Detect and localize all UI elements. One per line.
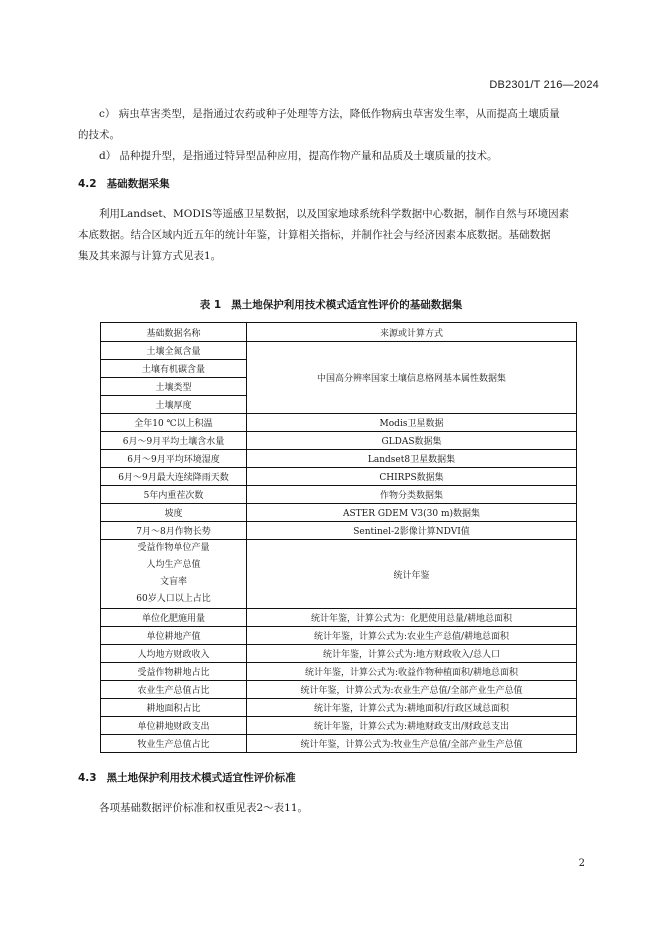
data-name-cell: 6月～9月平均土壤含水量 [101,432,247,450]
data-name-cell: 人均地方财政收入 [101,645,247,663]
document-code: DB2301/T 216—2024 [489,79,599,91]
data-name-cell: 耕地面积占比 [101,699,247,717]
source-cell: Landset8卫星数据集 [247,450,577,468]
source-cell: Modis卫星数据 [247,414,577,432]
source-cell: GLDAS数据集 [247,432,577,450]
source-cell: ASTER GDEM V3(30 m)数据集 [247,504,577,522]
table-header-row [101,323,577,342]
table-row [101,699,577,717]
header-data-name: 基础数据名称 [101,323,247,342]
section-title: 基础数据采集 [106,178,170,190]
data-name-item: 文盲率 [159,577,187,587]
table-row [101,414,577,432]
paragraph-eval-standard [78,798,598,819]
data-name-cell: 坡度 [101,504,247,522]
data-name-cell: 受益作物耕地占比 [101,663,247,681]
source-cell: 作物分类数据集 [247,486,577,504]
section-heading-4-3 [78,770,296,785]
data-name-item: 60岁人口以上占比 [136,594,211,604]
source-cell: 统计年鉴，计算公式为：化肥使用总量/耕地总面积 [247,609,577,627]
table-row [101,540,577,609]
paragraph-item-c [78,104,598,125]
data-name-cell: 土壤类型 [101,378,247,396]
data-name-cell: 土壤全氮含量 [101,342,247,360]
paragraph-item-d [78,146,598,167]
paragraph-basic-data-1 [78,204,598,225]
source-cell: 统计年鉴，计算公式为:地方财政收入/总人口 [247,645,577,663]
data-name-cell: 单位化肥施用量 [101,609,247,627]
table-row [101,450,577,468]
table-row [101,522,577,540]
table-row [101,717,577,735]
source-cell: 统计年鉴，计算公式为:耕地面积/行政区域总面积 [247,699,577,717]
basic-dataset-table [100,322,577,753]
table-title: 黑土地保护利用技术模式适宜性评价的基础数据集 [231,299,463,311]
data-name-cell-group [101,540,247,609]
data-name-item: 人均生产总值 [146,560,201,570]
data-name-cell: 6月～9月平均环境湿度 [101,450,247,468]
source-cell: 统计年鉴，计算公式为:农业生产总值/耕地总面积 [247,627,577,645]
section-heading-4-2 [78,176,170,191]
table-row [101,468,577,486]
table-row [101,486,577,504]
data-name-item: 受益作物单位产量 [137,543,210,553]
source-cell: 中国高分辨率国家土壤信息格网基本属性数据集 [247,342,577,414]
table-row [101,663,577,681]
table-row [101,342,577,360]
source-cell: 统计年鉴，计算公式为:耕地财政支出/财政总支出 [247,717,577,735]
table-row [101,645,577,663]
table-row [101,627,577,645]
data-name-cell: 单位耕地财政支出 [101,717,247,735]
table-row [101,609,577,627]
source-cell: 统计年鉴，计算公式为:牧业生产总值/全部产业生产总值 [247,735,577,753]
table-row [101,432,577,450]
data-name-cell: 单位耕地产值 [101,627,247,645]
data-name-cell: 6月～9月最大连续降雨天数 [101,468,247,486]
data-name-cell: 农业生产总值占比 [101,681,247,699]
data-name-cell: 土壤厚度 [101,396,247,414]
table-row [101,681,577,699]
table-row [101,735,577,753]
source-cell: Sentinel-2影像计算NDVI值 [247,522,577,540]
table-caption [0,297,662,312]
basic-data-line2: 本底数据。结合区域内近五年的统计年鉴，计算相关指标，并制作社会与经济因素本底数据。基础数据 [78,229,551,241]
paragraph-basic-data-3 [78,246,598,267]
page-number: 2 [578,858,585,869]
source-cell: 统计年鉴，计算公式为:农业生产总值/全部产业生产总值 [247,681,577,699]
item-c-line1: c） 病虫草害类型，是指通过农药或种子处理等方法，降低作物病虫草害发生率，从而提高土壤质量 [99,108,560,120]
section-number: 4.2 [78,178,97,190]
data-name-cell: 全年10 ℃以上积温 [101,414,247,432]
item-c-line2: 的技术。 [78,129,120,141]
data-name-cell: 土壤有机碳含量 [101,360,247,378]
section-title: 黑土地保护利用技术模式适宜性评价标准 [106,772,296,784]
table-label: 表 1 [199,299,222,311]
section-number: 4.3 [78,772,97,784]
paragraph-item-c-cont [78,125,598,146]
source-cell: 统计年鉴，计算公式为:收益作物种植面积/耕地总面积 [247,663,577,681]
data-name-cell: 7月～8月作物长势 [101,522,247,540]
basic-data-line1: 利用Landset、MODIS等遥感卫星数据，以及国家地球系统科学数据中心数据，制作自然与环境因素 [99,208,570,220]
eval-standard-line: 各项基础数据评价标准和权重见表2～表11。 [99,802,309,814]
item-d-line: d） 品种提升型，是指通过特异型品种应用，提高作物产量和品质及土壤质量的技术。 [99,150,498,162]
paragraph-basic-data-2 [78,225,598,246]
data-name-cell: 牧业生产总值占比 [101,735,247,753]
table-row [101,504,577,522]
source-cell: CHIRPS数据集 [247,468,577,486]
header-source: 来源或计算方式 [247,323,577,342]
basic-data-line3: 集及其来源与计算方式见表1。 [78,250,222,262]
data-name-cell: 5年内重茬次数 [101,486,247,504]
source-cell: 统计年鉴 [247,540,577,609]
